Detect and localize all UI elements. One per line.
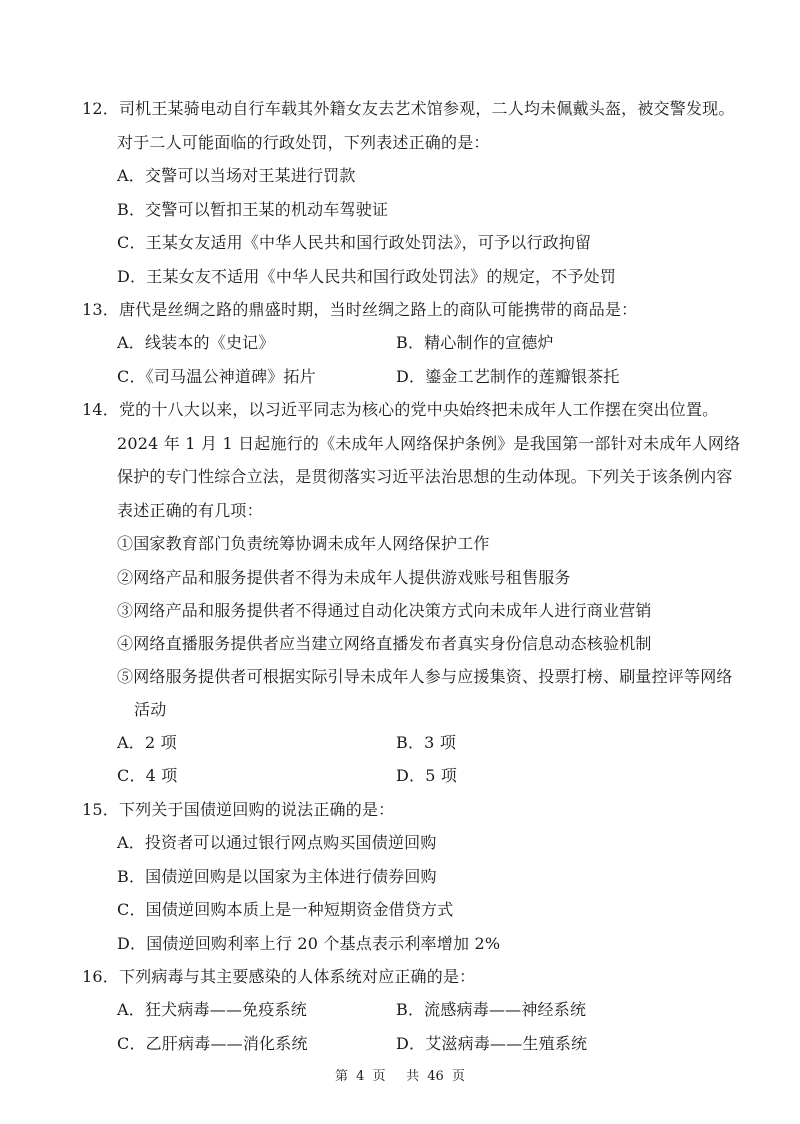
q15-option-b: B．国债逆回购是以国家为主体进行债券回购 (117, 867, 437, 886)
q14-stem-line-4: 表述正确的有几项： (117, 501, 263, 520)
q12-option-b: B．交警可以暂扣王某的机动车驾驶证 (117, 200, 389, 219)
footer-total-number: 46 (427, 1069, 444, 1084)
q16-option-b: B．流感病毒——神经系统 (396, 1000, 587, 1019)
q14-option-b: B．3 项 (396, 733, 457, 752)
q13-option-c: C．《司马温公神道碑》拓片 (117, 367, 316, 386)
q12-option-a: A．交警可以当场对王某进行罚款 (117, 166, 356, 185)
q16-option-a: A．狂犬病毒——免疫系统 (117, 1000, 307, 1019)
q14-item-1: ①国家教育部门负责统筹协调未成年人网络保护工作 (117, 534, 490, 553)
q14-item-2: ②网络产品和服务提供者不得为未成年人提供游戏账号租售服务 (117, 568, 571, 587)
q16-stem-line-1: 16．下列病毒与其主要感染的人体系统对应正确的是： (82, 967, 476, 986)
q15-option-a: A．投资者可以通过银行网点购买国债逆回购 (117, 833, 437, 852)
footer-page-number: 4 (356, 1069, 365, 1084)
q14-item-5-continued: 活动 (134, 700, 167, 719)
q14-item-3: ③网络产品和服务提供者不得通过自动化决策方式向未成年人进行商业营销 (117, 601, 652, 620)
q16-option-c: C．乙肝病毒——消化系统 (117, 1034, 308, 1053)
q13-option-a: A．线装本的《史记》 (117, 333, 275, 352)
q13-option-d: D．鎏金工艺制作的莲瓣银茶托 (396, 367, 620, 386)
q12-option-d: D．王某女友不适用《中华人民共和国行政处罚法》的规定，不予处罚 (117, 267, 617, 286)
q14-item-5: ⑤网络服务提供者可根据实际引导未成年人参与应援集资、投票打榜、刷量控评等网络 (117, 667, 733, 686)
q13-option-b: B．精心制作的宣德炉 (396, 333, 554, 352)
footer-page-prefix: 第 (335, 1069, 349, 1084)
q12-stem-line-1: 12．司机王某骑电动自行车载其外籍女友去艺术馆参观，二人均未佩戴头盔，被交警发现。 (82, 99, 735, 118)
footer-total-unit: 页 (451, 1069, 465, 1084)
q12-option-c: C．王某女友适用《中华人民共和国行政处罚法》，可予以行政拘留 (117, 233, 592, 252)
q15-option-c: C．国债逆回购本质上是一种短期资金借贷方式 (117, 900, 454, 919)
q15-stem-line-1: 15．下列关于国债逆回购的说法正确的是： (82, 800, 395, 819)
q14-stem-line-3: 保护的专门性综合立法，是贯彻落实习近平法治思想的生动体现。下列关于该条例内容 (117, 467, 733, 486)
q13-stem-line-1: 13．唐代是丝绸之路的鼎盛时期，当时丝绸之路上的商队可能携带的商品是： (82, 300, 638, 319)
q14-stem-line-2: 2024 年 1 月 1 日起施行的《未成年人网络保护条例》是我国第一部针对未成年人网络 (117, 434, 741, 453)
footer-total-prefix: 共 (406, 1069, 420, 1084)
page-footer (0, 1068, 800, 1086)
q15-option-d: D．国债逆回购利率上行 20 个基点表示利率增加 2% (117, 934, 501, 953)
q14-stem-line-1: 14．党的十八大以来，以习近平同志为核心的党中央始终把未成年人工作摆在突出位置。 (82, 400, 719, 419)
q12-stem-line-2: 对于二人可能面临的行政处罚，下列表述正确的是： (117, 133, 490, 152)
q16-option-d: D．艾滋病毒——生殖系统 (396, 1034, 588, 1053)
q14-item-4: ④网络直播服务提供者应当建立网络直播发布者真实身份信息动态核验机制 (117, 634, 652, 653)
q14-option-d: D．5 项 (396, 766, 458, 785)
q14-option-c: C．4 项 (117, 766, 178, 785)
q14-option-a: A．2 项 (117, 733, 177, 752)
footer-page-unit: 页 (372, 1069, 386, 1084)
